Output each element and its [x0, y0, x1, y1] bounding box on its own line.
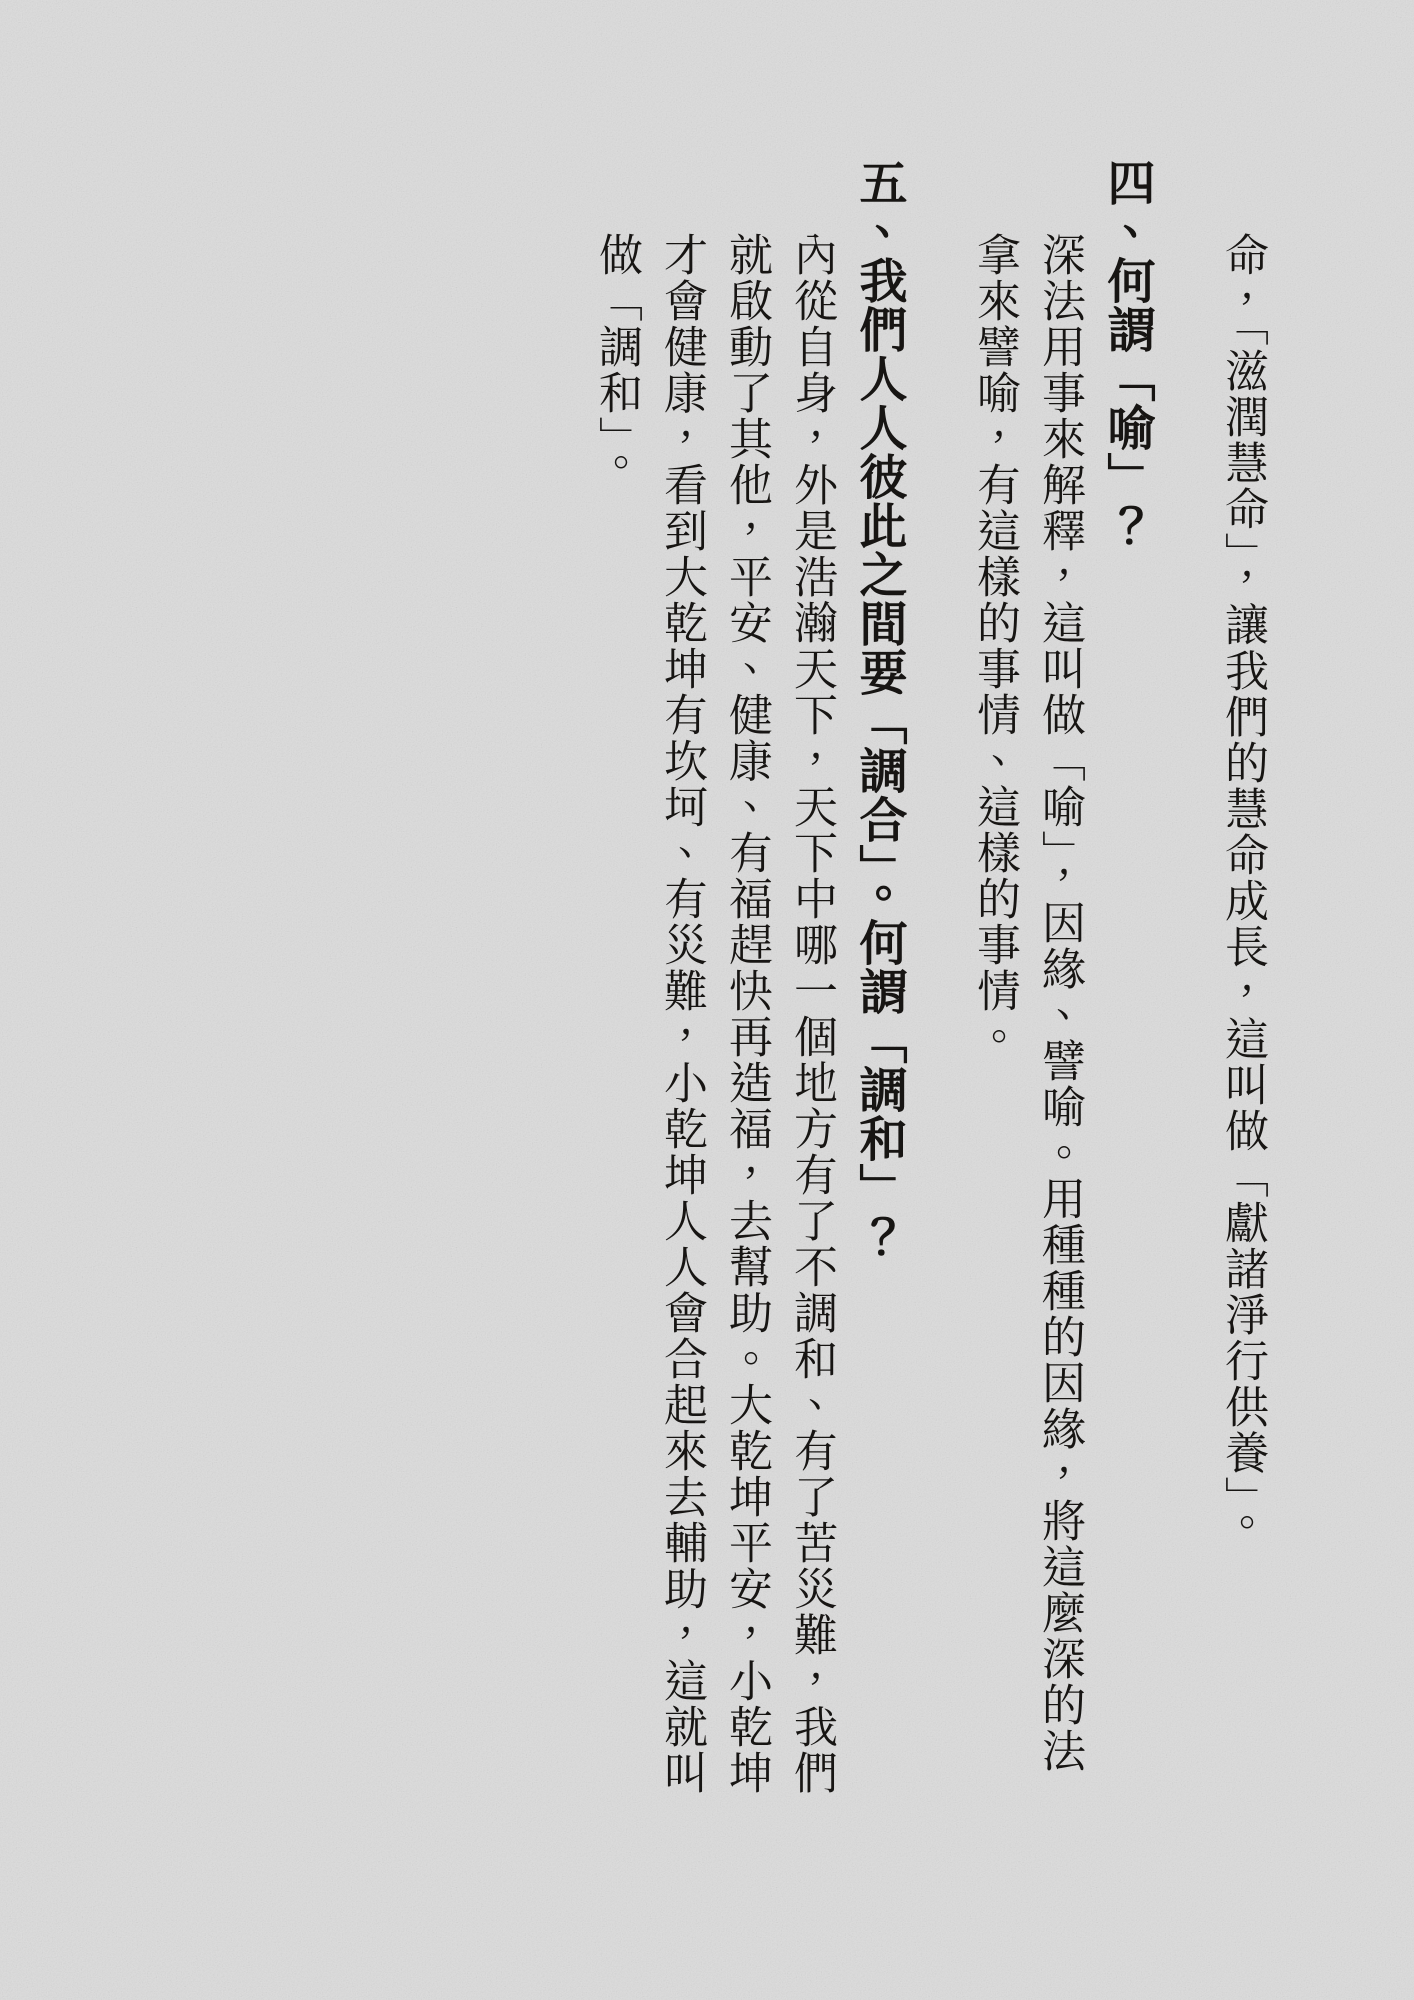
section-5-text-column-3: 才會健康，看到大乾坤有坎坷、有災難，小乾坤人人會合起來去輔助，這就叫: [657, 232, 706, 1796]
section-5-text-column-1: 內從自身，外是浩瀚天下，天下中哪一個地方有了不調和、有了苦災難，我們: [787, 232, 836, 1796]
section-4-text-column-2: 拿來譬喻，有這樣的事情、這樣的事情。: [970, 232, 1019, 1060]
section-5-text-column-4: 做「調和」。: [592, 232, 641, 486]
section-5-text-column-2: 就啟動了其他，平安、健康、有福趕快再造福，去幫助。大乾坤平安，小乾坤: [722, 232, 771, 1796]
section-4-heading: 四、何謂「喻」？: [1100, 158, 1153, 550]
section-4-text-column-1: 深法用事來解釋，這叫做「喻」，因緣、譬喻。用種種的因緣，將這麼深的法: [1035, 232, 1084, 1774]
vertical-text-block: [592, 158, 1267, 1796]
section-5-heading: 五、我們人人彼此之間要「調合」。何謂「調和」？: [852, 158, 905, 1261]
text-column-continuation: 命，「滋潤慧命」，讓我們的慧命成長，這叫做「獻諸淨行供養」。: [1218, 232, 1267, 1546]
